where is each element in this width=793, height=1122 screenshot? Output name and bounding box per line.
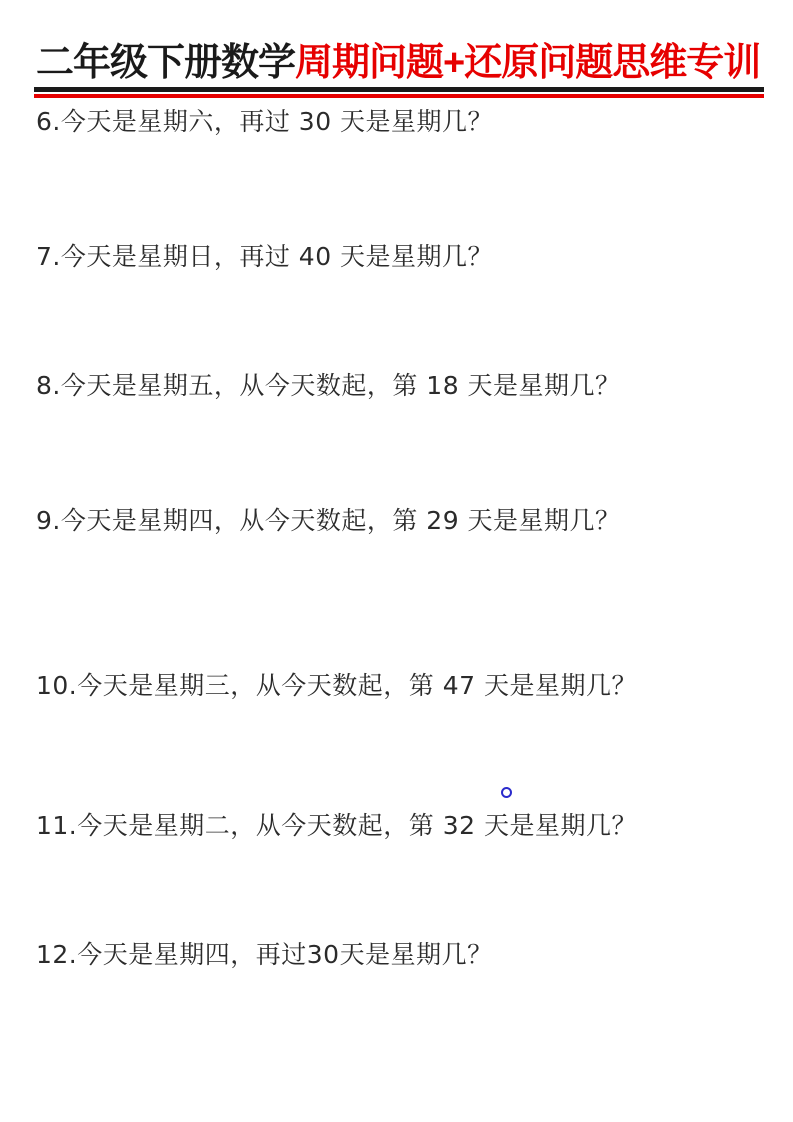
question-9: 9.今天是星期四，从今天数起，第 29 天是星期几？ xyxy=(36,506,621,535)
page-title xyxy=(36,40,760,86)
title-underline-black xyxy=(34,87,764,92)
question-11: 11.今天是星期二，从今天数起，第 32 天是星期几？ xyxy=(36,811,637,840)
question-12: 12.今天是星期四，再过30天是星期几？ xyxy=(36,940,493,969)
blue-circle-mark xyxy=(501,787,512,798)
question-6: 6.今天是星期六，再过 30 天是星期几？ xyxy=(36,107,494,136)
title-underline-red xyxy=(34,94,764,98)
title-red-part: 周期问题+还原问题思维专训 xyxy=(295,42,761,84)
question-10: 10.今天是星期三，从今天数起，第 47 天是星期几？ xyxy=(36,671,637,700)
question-8: 8.今天是星期五，从今天数起，第 18 天是星期几？ xyxy=(36,371,621,400)
title-black-part: 二年级下册数学 xyxy=(36,42,296,84)
question-7: 7.今天是星期日，再过 40 天是星期几？ xyxy=(36,242,494,271)
